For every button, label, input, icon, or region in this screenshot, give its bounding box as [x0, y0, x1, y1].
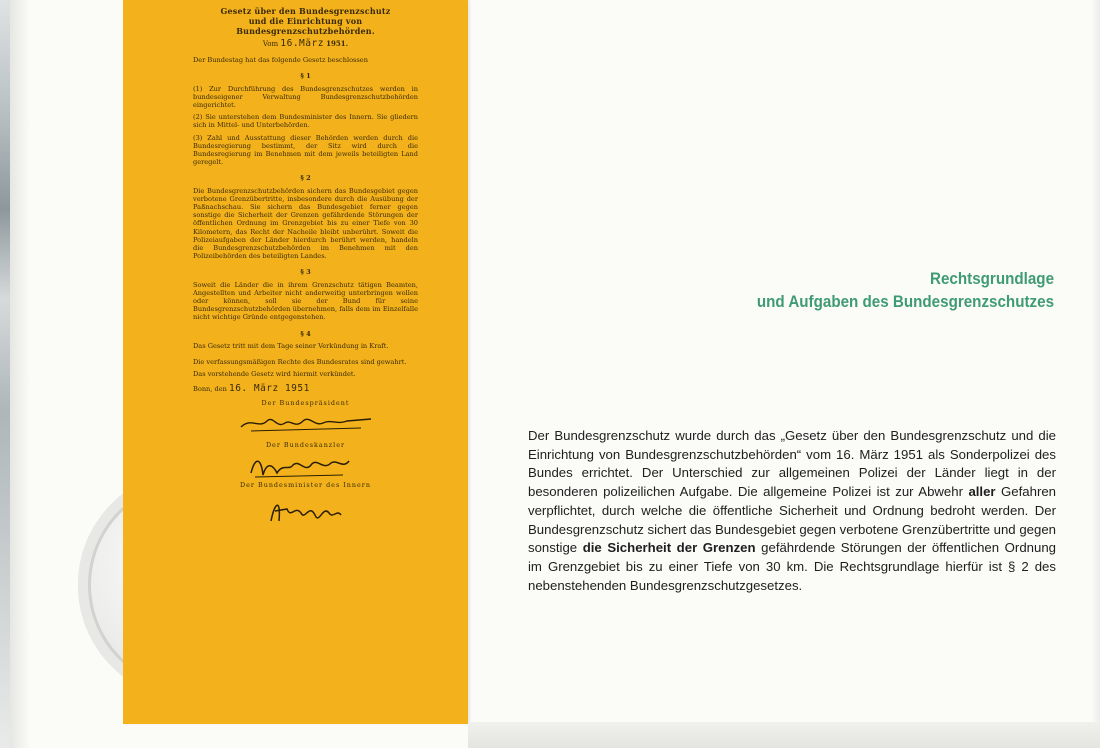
section-1-heading: § 1: [300, 72, 311, 81]
emphasis-border-security: die Sicherheit der Grenzen: [582, 540, 756, 556]
signature-chancellor-icon: [231, 451, 381, 481]
section-heading-line1: Rechtsgrundlage: [930, 270, 1054, 288]
section-3-text: Soweit die Länder die in ihrem Grenzschutz tätigen Beamten, Angestellten und Arbeiter nicht anderweitig unterbringen wollen oder können, soll sie der Bund für seine Bundesgrenzschutzbehörden übernehmen, falls dem im Einzelfalle nicht wichtige Gründe entgegenstehen.: [193, 280, 418, 322]
section-heading-line2: und Aufgaben des Bundesgrenzschutzes: [756, 293, 1054, 311]
page-bottom-edge: [468, 722, 1100, 748]
page-right-edge: [1092, 0, 1100, 748]
law-date-line: Vom 16.März 1951.: [262, 38, 349, 49]
signature-president-icon: [231, 409, 381, 435]
bundesrat-rights-note: Die verfassungsmäßigen Rechte des Bundesrates sind gewahrt.: [193, 358, 407, 367]
law-document-facsimile: [123, 0, 468, 724]
law-title-line1: Gesetz über den Bundesgrenzschutz: [220, 6, 391, 16]
promulgation-text: Das vorstehende Gesetz wird hiermit verkündet.: [193, 370, 356, 379]
signature-label-chancellor: Der Bundeskanzler: [265, 440, 346, 449]
law-document-text: [193, 6, 418, 531]
place-date-line: Bonn, den 16. März 1951: [193, 382, 310, 394]
section-4-text: Das Gesetz tritt mit dem Tage seiner Verkündung in Kraft.: [193, 341, 389, 350]
page-fold-shadow: [10, 0, 30, 748]
section-2-heading: § 2: [300, 174, 311, 183]
section-4-heading: § 4: [300, 329, 311, 338]
section-1-clause-1: (1) Zur Durchführung des Bundesgrenzschutzes werden in bundeseigener Verwaltung Bundesgrenzschutzbehörden eingerichtet.: [193, 84, 418, 110]
law-title-line2: und die Einrichtung von Bundesgrenzschutzbehörden.: [236, 16, 375, 36]
emphasis-aller: aller: [968, 484, 996, 500]
signature-label-president: Der Bundespräsident: [261, 398, 350, 407]
place-date-typed: 16. März 1951: [228, 382, 310, 394]
section-heading: [757, 268, 1054, 314]
section-2-text: Die Bundesgrenzschutzbehörden sichern das Bundesgebiet gegen verbotene Grenzübertritte, insbesondere durch die Ausübung der Paßnachschau. Sie sichern das Bundesgebiet ferner gegen sonstige die Sicherheit der Grenzen gefährdende Störungen der öffentlichen Ordnung im Grenzgebiet bis zu einer Tiefe von 30 Kilometern, das Recht der Nacheile bleibt unberührt. Soweit die Polizeiaufgaben der Länder hierdurch berührt werden, handeln die Bundesgrenzschutzbehörden im Benehmen mit den Polizeibehörden des beteiligten Landes.: [193, 186, 418, 261]
section-3-heading: § 3: [300, 268, 311, 277]
signature-label-interior-minister: Der Bundesminister des Innern: [240, 481, 371, 490]
section-1-clause-3: (3) Zahl und Ausstattung dieser Behörden werden durch die Bundesregierung bestimmt, der Sitz wird durch die Bundesregierung im Benehmen mit dem jeweils beteiligten Land geregelt.: [193, 133, 418, 167]
section-1-clause-2: (2) Sie unterstehen dem Bundesminister des Innern. Sie gliedern sich in Mittel- und Unterbehörden.: [193, 113, 418, 130]
body-paragraph: Der Bundesgrenzschutz wurde durch das „Gesetz über den Bundesgrenzschutz und die Einrichtung von Bundesgrenzschutzbehörden“ vom 16. März 1951 als Sonderpolizei des Bundes errichtet. Der Unterschied zur allgemeinen Polizei der Länder liegt in der besonderen polizeilichen Aufgabe. Die allgemeine Polizei ist zur Abwehr aller Gefahren verpflichtet, durch welche die öffentliche Sicherheit und Ordnung bedroht werden. Der Bundesgrenzschutz sichert das Bundesgebiet gegen verbotene Grenzübertritte und gegen sonstige die Sicherheit der Grenzen gefährdende Störungen der öffentlichen Ordnung im Grenzgebiet bis zu einer Tiefe von 30 km. Die Rechtsgrundlage hierfür ist § 2 des nebenstehenden Bundesgrenzschutzgesetzes.: [528, 428, 1057, 593]
law-intro: Der Bundestag hat das folgende Gesetz beschlossen: [193, 56, 368, 65]
signature-interior-minister-icon: [231, 491, 381, 531]
adjacent-page-photo-edge: [0, 0, 10, 748]
law-date-typed: 16.März: [280, 38, 324, 49]
